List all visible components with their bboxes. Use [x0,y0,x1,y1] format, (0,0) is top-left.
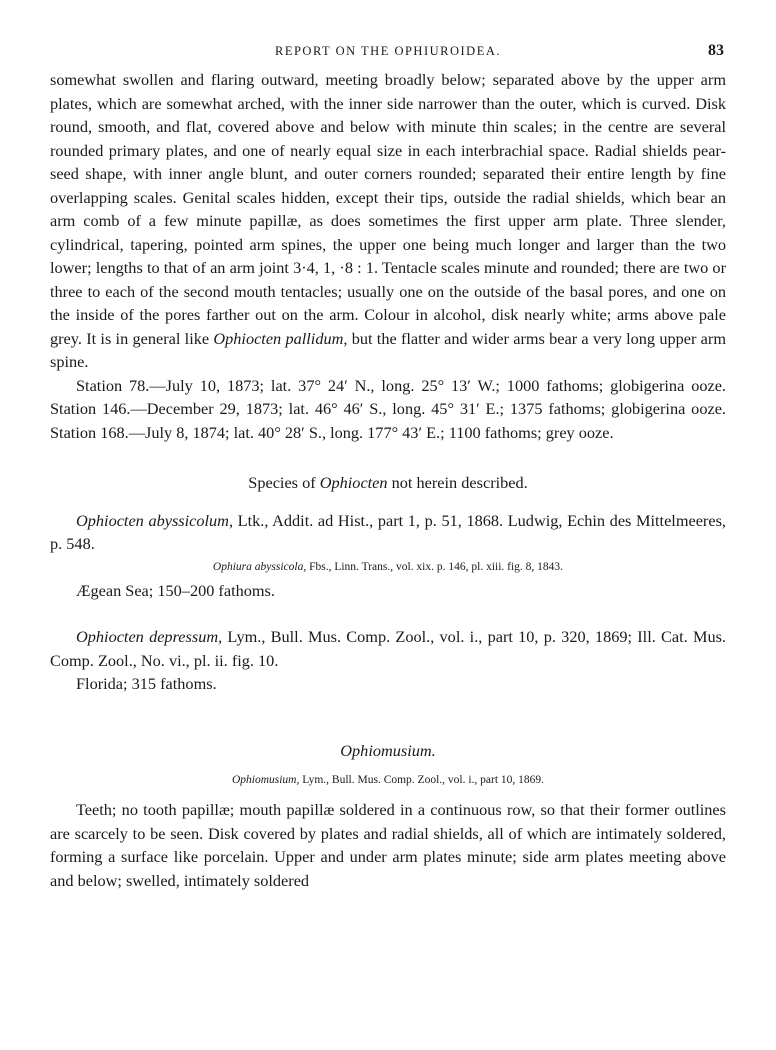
heading-genus: Ophiocten [319,473,388,492]
genus-authority-name: Ophiomusium, [231,774,300,786]
page-header [50,40,726,66]
genus-title [50,739,726,763]
compared-species: Ophiocten pallidum, [213,328,348,348]
species-citation-text: Lym., Bull. Mus. Comp. Zool., vol. i., part 10, p. 320, 1869; Ill. Cat. Mus. Comp. Zool., No. vi., pl. ii. fig. 10. [50,627,726,670]
genus-authority-citation: Lym., Bull. Mus. Comp. Zool., vol. i., part 10, 1869. [302,774,545,786]
stations-paragraph: Station 78.—July 10, 1873; lat. 37° 24′ N., long. 25° 13′ W.; 1000 fathoms; globigerina ooze. Station 146.—December 29, 1873; lat. 46° 46′ S., long. 45° 31′ E.; 1375 fathoms; globigerina ooze. Station 168.—July 8, 1874; lat. 40° 28′ S., long. 177° 43′ E.; 1100 fathoms; grey ooze. [50,375,726,442]
species-citation [50,509,726,556]
description-end: but the flatter and wider arms bear a very long upper arm spine. [50,328,726,371]
synonym-citation-text: Fbs., Linn. Trans., vol. xix. p. 146, pl. xiii. fig. 8, 1843. [309,560,564,573]
synonym-name: Ophiura abyssicola, [212,560,307,573]
species-entry-depressum [50,625,726,696]
species-entry-abyssicolum [50,509,726,603]
synonym-citation [50,559,726,575]
genus-authority [50,772,726,788]
page [50,40,726,892]
species-name: Ophiocten abyssicolum, [76,510,234,530]
running-title: REPORT ON THE OPHIUROIDEA. [275,44,501,58]
genus-title-text: Ophiomusium. [340,740,436,760]
heading-after: not herein described. [391,473,528,492]
description-text: somewhat swollen and flaring outward, meeting broadly below; separated above by the upper arm plates, which are somewhat arched, with the inner side narrower than the outer, which is curved. Disk round, smooth, and flat, covered above and below with minute thin scales; in the centre are several rounded primary plates, and one of nearly equal size in each interbrachial space. Radial shields pear-seed shape, with inner angle blunt, and outer corners rounded; separated their entire length by fine overlapping scales. Genital scales hidden, except their tips, outside the radial shields, which bear an arm comb of a few minute papillæ, as does sometimes the first upper arm plate. Three slender, cylindrical, tapering, pointed arm spines, the upper one being much longer and larger than the two lower; lengths to that of an arm joint 3·4, 1, ·8 : 1. Tentacle scales minute and rounded; there are two or three to each of the second mouth tentacles; usually one on the outside of the basal pores, and one on the inside of the pores farther out on the arm. Colour in alcohol, disk nearly white; arms above pale grey. It is in general like [50,70,726,348]
genus-description: Teeth; no tooth papillæ; mouth papillæ soldered in a continuous row, so that their former outlines are scarcely to be seen. Disk covered by plates and radial shields, all of which are intimately soldered, forming a surface like porcelain. Upper and under arm plates minute; side arm plates meeting above and below; swelled, intimately soldered [50,800,726,890]
species-name: Ophiocten depressum, [76,627,223,646]
description-paragraph [50,68,726,374]
species-locality: Florida; 315 fathoms. [76,674,217,693]
section-heading [50,471,726,495]
page-number: 83 [708,42,724,59]
species-citation [50,625,726,672]
heading-before: Species of [248,473,316,492]
species-citation-text: Ltk., Addit. ad Hist., part 1, p. 51, 1868. Ludwig, Echin des Mittelmeeres, p. 548. [50,510,726,553]
species-locality: Ægean Sea; 150–200 fathoms. [76,580,275,600]
